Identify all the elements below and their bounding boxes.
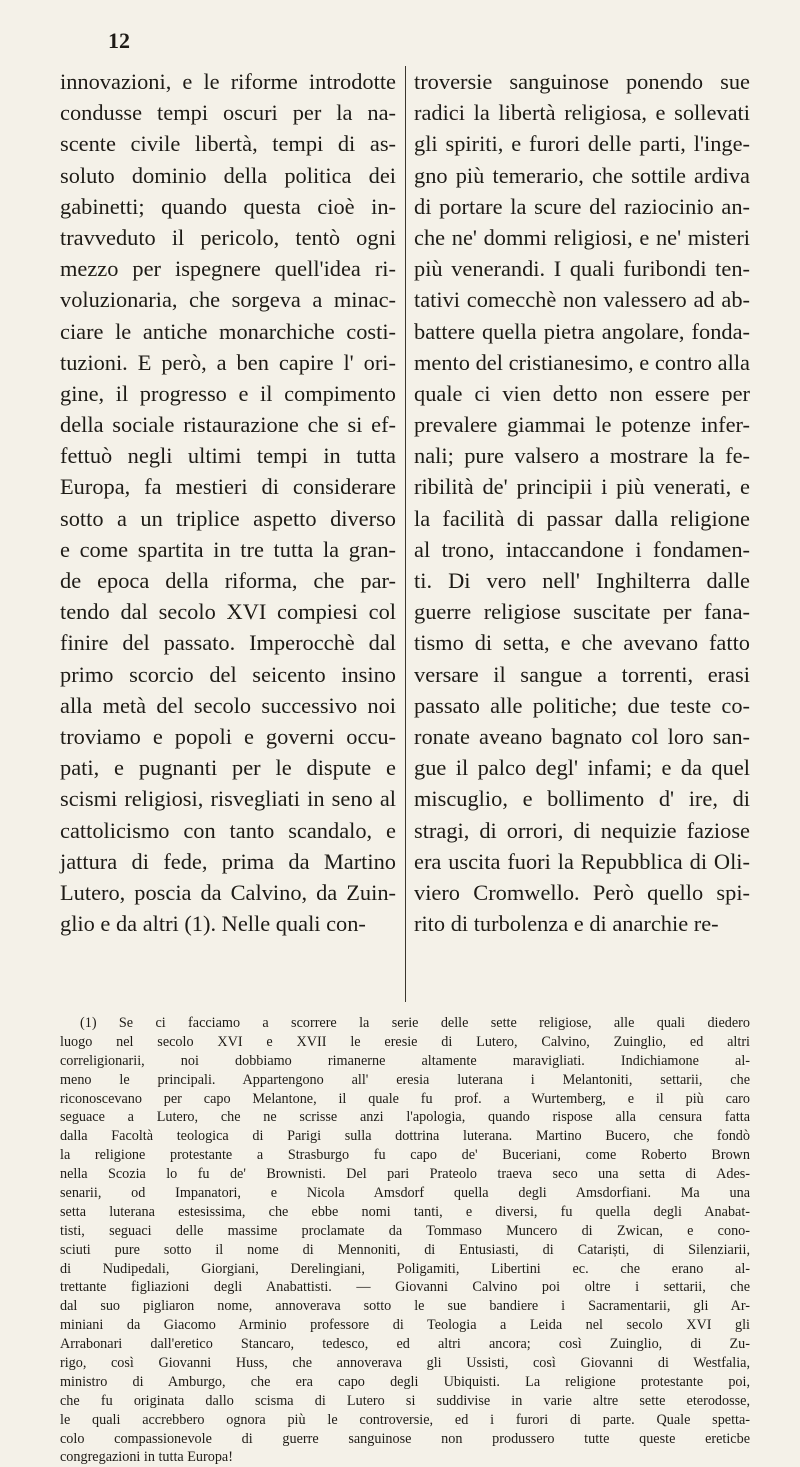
left-column-line-4: soluto dominio della politica dei	[60, 162, 396, 188]
left-column-line-15: sotto a un triplice aspetto diverso	[60, 505, 396, 531]
right-column-line-27: viero Cromwello. Però quello spi-	[414, 879, 750, 905]
footnote-line-2: luogo nel secolo XVI e XVII le eresie di Lutero, Calvino, Zuinglio, ed altri	[60, 1033, 750, 1050]
left-column-line-7: mezzo per ispegnere quell'idea ri-	[60, 256, 396, 282]
left-column-line-8: voluzionaria, che sorgeva a minac-	[60, 287, 396, 313]
footnote-line-7: dalla Facoltà teologica di Parigi sulla dottrina luterana. Martino Bucero, che fondò	[60, 1128, 750, 1145]
left-column-line-1: innovazioni, e le riforme introdotte	[60, 69, 396, 94]
right-column-line-18: guerre religiose suscitate per fana-	[414, 599, 750, 625]
right-column-line-28: rito di turbolenza e di anarchie re-	[414, 911, 719, 937]
footnote-line-8: la religione protestante a Strasburgo fu capo de' Buceriani, come Roberto Brown	[60, 1147, 750, 1164]
left-column-line-11: gine, il progresso e il compimento	[60, 380, 396, 406]
right-column-line-8: tativi comecchè non valessero ad ab-	[414, 287, 750, 313]
page-number: 12	[108, 28, 130, 53]
left-column-line-28: glio e da altri (1). Nelle quali con-	[60, 911, 366, 937]
footnote-line-24: congregazioni in tutta Europa!	[60, 1449, 233, 1466]
left-column-line-26: jattura di fede, prima da Martino	[60, 848, 396, 874]
right-column-line-7: più venerandi. I quali furibondi ten-	[414, 256, 750, 282]
footnote-line-17: miniani da Giacomo Arminio professore di Teologia a Leida nel secolo XVI gli	[60, 1317, 750, 1334]
right-column-line-10: mento del cristianesimo, e contro alla	[414, 349, 750, 375]
right-column-line-23: gue il palco degl' infami; e da quel	[414, 755, 750, 781]
right-column-line-5: di portare la scure del raziocinio an-	[414, 193, 750, 219]
right-column-line-20: versare il sangue a torrenti, erasi	[414, 661, 750, 687]
left-column-line-13: fettuò negli ultimi tempi in tutta	[60, 443, 396, 469]
left-column-line-5: gabinetti; quando questa cioè in-	[60, 193, 396, 219]
footnote-line-19: rigo, così Giovanni Huss, che annoverava gli Ussisti, così Giovanni di Westfalia,	[60, 1355, 750, 1372]
left-column-line-16: e come spartita in tre tutta la gran-	[60, 536, 396, 562]
right-column-line-11: quale ci vien detto non essere per	[414, 380, 750, 406]
left-column-line-19: finire del passato. Imperocchè dal	[60, 630, 396, 656]
left-column-line-14: Europa, fa mestieri di considerare	[60, 474, 396, 500]
left-column-line-18: tendo dal secolo XVI compiesi col	[60, 599, 396, 625]
footnote-line-12: tisti, seguaci delle massime proclamate da Tommaso Muncero di Zwican, e cono-	[60, 1222, 750, 1239]
footnote-line-23: colo compassionevole di guerre sanguinose non produssero tutte queste ereticbe	[60, 1430, 750, 1447]
footnote-line-21: che fu originata dallo scisma di Lutero si suddivise in varie altre sette eterodosse,	[60, 1392, 750, 1409]
left-column-line-2: condusse tempi oscuri per la na-	[60, 100, 396, 126]
right-column-line-17: ti. Di vero nell' Inghilterra dalle	[414, 568, 750, 593]
left-column-line-22: troviamo e popoli e governi occu-	[60, 723, 396, 749]
left-column-line-23: pati, e pugnanti per le dispute e	[60, 755, 396, 781]
right-column-line-2: radici la libertà religiosa, e sollevati	[414, 100, 750, 126]
footnote-line-15: trettante figliazioni degli Anabattisti. — Giovanni Calvino poi oltre i settarii, che	[60, 1279, 750, 1296]
right-column-line-12: prevalere giammai le potenze infer-	[414, 412, 750, 438]
footnote-line-9: nella Scozia lo fu de' Brownisti. Del pari Prateolo traeva seco una setta di Ades-	[60, 1166, 750, 1183]
footnote-line-13: sciuti pure sotto il nome di Mennoniti, di Entusiasti, di Catariști, di Silenziarii,	[60, 1241, 750, 1258]
left-column	[60, 66, 396, 939]
footnote-line-14: di Nudipedali, Giorgiani, Derelingiani, Poligamiti, Libertini ec. che erano al-	[60, 1260, 750, 1277]
right-column-line-9: battere quella pietra angolare, fonda-	[414, 318, 750, 344]
left-column-line-17: de epoca della riforma, che par-	[60, 568, 396, 593]
right-column-line-19: tismo di setta, e che avevano fatto	[414, 630, 750, 656]
left-column-line-20: primo scorcio del seicento insino	[60, 661, 396, 687]
left-column-line-9: ciare le antiche monarchiche costi-	[60, 318, 396, 344]
right-column-line-16: al trono, intaccandone i fondamen-	[414, 536, 750, 562]
left-column-line-21: alla metà del secolo successivo noi	[60, 692, 396, 718]
right-column-line-6: che ne' dommi religiosi, e ne' misteri	[414, 224, 750, 250]
footnote-line-20: ministro di Amburgo, che era capo degli Ubiquisti. La religione protestante poi,	[60, 1373, 750, 1390]
footnote-line-11: setta luterana estesissima, che ebbe nomi tanti, e diversi, fu quella degli Anabat-	[60, 1203, 750, 1220]
footnote-line-1: (1) Se ci facciamo a scorrere la serie delle sette religiose, alle quali diedero	[80, 1015, 750, 1031]
left-column-line-12: della sociale ristaurazione che si ef-	[60, 412, 396, 438]
left-column-line-10: tuzioni. E però, a ben capire l' ori-	[60, 349, 396, 375]
footnote-line-5: riconoscevano per capo Melantone, il quale fu prof. a Wurtemberg, e il più caro	[60, 1090, 750, 1107]
right-column-line-25: stragi, di orrori, di nequizie faziose	[414, 817, 750, 843]
right-column-line-26: era uscita fuori la Repubblica di Oli-	[414, 848, 750, 874]
left-column-line-27: Lutero, poscia da Calvino, da Zuin-	[60, 879, 396, 905]
right-column-line-21: passato alle politiche; due teste co-	[414, 692, 750, 718]
right-column-line-22: ronate aveano bagnato col loro san-	[414, 723, 750, 749]
footnote-line-10: senarii, od Impanatori, e Nicola Amsdorf quella degli Amsdorfiani. Ma una	[60, 1185, 750, 1202]
right-column-line-13: nali; pure valsero a mostrare la fe-	[414, 443, 750, 469]
right-column-line-14: ribilità de' principii i più venerati, e	[414, 474, 750, 500]
footnote-line-16: dal suo pigliaron nome, annoverava sotto le sue bandiere i Sacramentarii, gli Ar-	[60, 1298, 750, 1315]
footnote-line-6: seguace a Lutero, che ne scrisse anzi l'apologia, quando rispose alla censura fatta	[60, 1109, 750, 1126]
footnote-line-18: Arrabonari dall'eretico Stancaro, tedesco, ed altri ancora; così Zuinglio, di Zu-	[60, 1336, 750, 1353]
footnote-line-3: correligionarii, noi dobbiamo rimanerne altamente maravigliati. Indichiamone al-	[60, 1052, 750, 1069]
left-column-line-24: scismi religiosi, risvegliati in seno al	[60, 786, 396, 812]
right-column-line-4: gno più temerario, che sottile ardiva	[414, 162, 750, 188]
footnote-line-22: le quali accrebbero ognora più le controversie, ed i furori di parte. Quale spetta-	[60, 1411, 750, 1428]
right-column-line-15: la facilità di passar dalla religione	[414, 505, 750, 531]
footnote	[60, 1014, 750, 1467]
right-column	[414, 66, 750, 939]
footnote-line-4: meno le principali. Appartengono all' eresia luterana i Melantoniti, settarii, che	[60, 1071, 750, 1088]
right-column-line-3: gli spiriti, e furori delle parti, l'inge-	[414, 131, 750, 157]
left-column-line-6: travveduto il pericolo, tentò ogni	[60, 224, 396, 250]
right-column-line-24: miscuglio, e bollimento d' ire, di	[414, 786, 750, 812]
right-column-line-1: troversie sanguinose ponendo sue	[414, 69, 750, 94]
column-divider	[405, 66, 406, 1002]
left-column-line-25: cattolicismo con tanto scandalo, e	[60, 817, 396, 843]
left-column-line-3: scente civile libertà, tempi di as-	[60, 131, 396, 157]
